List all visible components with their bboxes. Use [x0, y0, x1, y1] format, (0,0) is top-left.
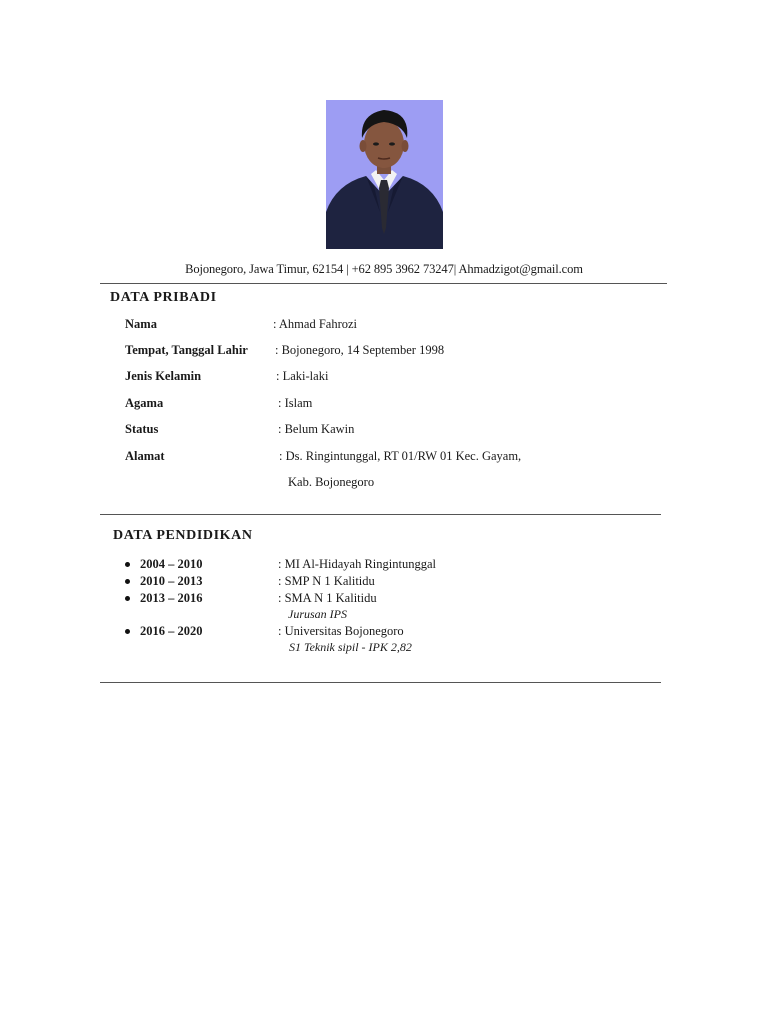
header-divider: [100, 283, 667, 284]
edu-years: 2013 – 2016: [140, 591, 203, 605]
value-nama: : Ahmad Fahrozi: [273, 317, 358, 331]
edu-school: : SMP N 1 Kalitidu: [278, 574, 375, 588]
profile-photo: [326, 100, 443, 249]
section-divider: [100, 514, 661, 515]
value-alamat-line2: Kab. Bojonegoro: [288, 475, 375, 489]
label-alamat: Alamat: [125, 449, 165, 463]
section-title-data-pribadi: DATA PRIBADI: [110, 290, 217, 305]
contact-line: Bojonegoro, Jawa Timur, 62154 | +62 895 3962 73247| Ahmadzigot@gmail.com: [185, 262, 583, 276]
value-agama: : Islam: [278, 396, 313, 410]
label-agama: Agama: [125, 396, 164, 410]
section-title-data-pendidikan: DATA PENDIDIKAN: [113, 528, 253, 543]
value-tempat-tanggal-lahir: : Bojonegoro, 14 September 1998: [275, 343, 445, 357]
bullet-icon: [125, 579, 130, 584]
edu-detail: S1 Teknik sipil - IPK 2,82: [289, 640, 412, 654]
edu-school: : SMA N 1 Kalitidu: [278, 591, 377, 605]
label-nama: Nama: [125, 317, 157, 331]
value-status: : Belum Kawin: [278, 422, 355, 436]
edu-years: 2016 – 2020: [140, 624, 203, 638]
portrait-photo-icon: [326, 100, 443, 249]
value-jenis-kelamin: : Laki-laki: [276, 369, 329, 383]
edu-detail: Jurusan IPS: [288, 607, 347, 621]
edu-school: : MI Al-Hidayah Ringintunggal: [278, 557, 436, 571]
label-tempat-tanggal-lahir: Tempat, Tanggal Lahir: [125, 343, 248, 357]
bullet-icon: [125, 596, 130, 601]
label-status: Status: [125, 422, 159, 436]
edu-years: 2004 – 2010: [140, 557, 203, 571]
value-alamat: : Ds. Ringintunggal, RT 01/RW 01 Kec. Gayam,: [279, 449, 522, 463]
bullet-icon: [125, 629, 130, 634]
edu-school: : Universitas Bojonegoro: [278, 624, 404, 638]
edu-years: 2010 – 2013: [140, 574, 203, 588]
bullet-icon: [125, 562, 130, 567]
label-jenis-kelamin: Jenis Kelamin: [125, 369, 202, 383]
footer-divider: [100, 682, 661, 683]
